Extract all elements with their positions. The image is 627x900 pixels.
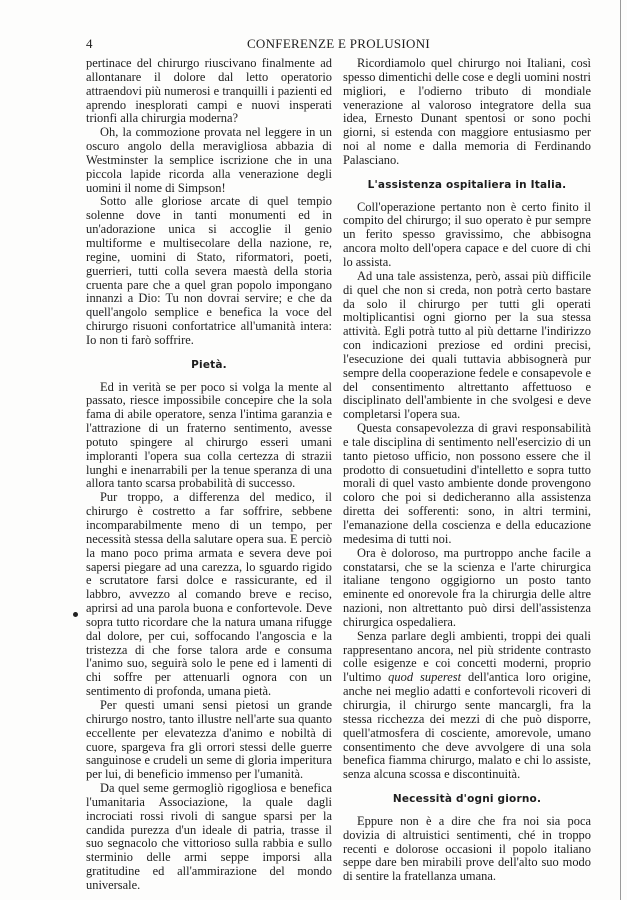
running-title: CONFERENZE E PROLUSIONI [246,36,431,51]
paragraph: Sotto alle gloriose arcate di quel tempio solenne dove in tanti monumenti ed in un'adorazione unica si accoglie il genio multiforme e multisecolare della nazione, re, regine, uomini di Stato, riformatori, poeti, guerrieri, tutti colla severa maestà della storia cruenta pare che a quel gran popolo impongano innanzi a Dio: Tu non dovrai servire; e che da quell'angolo semplice e benefica la voce del chirurgo risuoni confortatrice all'umanità intera: Io non ti farò soffrire. [86,194,332,347]
section-heading-pieta: Pietà. [191,358,227,371]
page-edge-line [620,0,621,900]
paragraph: Ed in verità se per poco si volga la mente al passato, riesce impossibile concepire che la sola fama di abile operatore, senza l'intima garanzia e l'attrazione di un fraterno sentimento, avesse potuto spingere al chirurgo esseri umani imploranti l'opera sua colla certezza di strazii lunghi e inenarrabili per la tenue speranza di una allora tanto scarsa probabilità di successo. [86,379,332,491]
paragraph: Ad una tale assistenza, però, assai più difficile di quel che non si creda, non potrà certo bastare da solo il chirurgo per tutti gli operati moltiplicantisi ogni giorno per la sua stessa attività. Egli potrà tutto al più dettarne l'indirizzo con indicazioni preziose ed ordini precisi, l'esecuzione dei quali tuttavia abbisognerà pur sempre della cooperazione fedele e consapevole e del consentimento altrettanto affettuoso e disciplinato dell'ambiente in che svolgesi e deve completarsi l'opera sua. [343,268,591,422]
paragraph: Da quel seme germogliò rigogliosa e benefica l'umanitaria Associazione, la quale dagli incrociati rossi rivoli di sangue sparsi per la candida purezza d'un ideale di patria, trasse il suo segnacolo che vittorioso sulla rabbia e sullo sterminio delle armi seppe imporsi alla gratitudine ed all'ammirazione del mondo universale. [86,781,332,892]
right-column [343,57,591,884]
paragraph: Per questi umani sensi pietosi un grande chirurgo nostro, tanto illustre nell'arte sua quanto eccellente per elevatezza d'animo e nobiltà di cuore, spargeva fra gli orrori stessi delle guerre sanguinose e crudeli un seme di gloria imperitura per lui, di beneficio immenso per l'umanità. [86,697,332,782]
italic-phrase: quod superest [388,670,462,685]
paragraph: Oh, la commozione provata nel leggere in un oscuro angolo della meravigliosa abbazia di Westminster la semplice iscrizione che in una piccola lapide ricorda alla venerazione degli uomini il nome di Simpson! [86,125,332,195]
paragraph: Ora è doloroso, ma purtroppo anche facile a constatarsi, che se la scienza e l'arte chirurgica italiane tengono oggigiorno un posto tanto eminente ed onorevole fra la chirurgia delle altre nazioni, non altrettanto può dirsi dell'assistenza chirurgica ospedaliera. [343,545,591,629]
paragraph [343,630,591,782]
paragraph: Ricordiamolo quel chirurgo noi Italiani, così spesso dimentichi delle cose e degli uomini nostri migliori, e l'odierno tributo di mondiale venerazione al valoroso integratore della sua idea, Ernesto Dunant spentosi or sono pochi giorni, si estenda con maggiore entusiasmo per noi al nome e dalla memoria di Ferdinando Palasciano. [343,56,591,167]
ink-spot-mark [73,612,78,617]
paragraph: Pur troppo, a differenza del medico, il chirurgo è costretto a far soffrire, sebbene incomparabilmente meno di un tempo, per necessità stessa della salutare opera sua. E perciò la mano poco prima armata e severa deve poi sapersi piegare ad una carezza, lo sguardo rigido e scrutatore farsi dolce e rassicurante, ed il labbro, avvezzo al comando breve e reciso, aprirsi ad una parola buona e confortevole. Deve sopra tutto ricordare che la natura umana rifugge dal dolore, per cui, soffocando l'angoscia e la tristezza di che forse talora arde e consuma l'animo suo, seguirà solo le pene ed i lamenti di chi soffre per attenuarli ognora con un sentimento di profonda, umana pietà. [86,490,332,699]
text-run: dell'antica loro origine, anche nei meglio adatti e confortevoli ricoveri di chirurgia, il chirurgo sente mancargli, fra la stessa ricchezza dei mezzi di che può disporre, quell'atmosfera di cosciente, amorevole, umano consentimento che deve avvolgere di una sola benefica fiamma chirurgo, malato e chi lo assiste, senza alcuna scossa e discontinuità. [343,670,591,782]
section-heading-necessita: Necessità d'ogni giorno. [392,793,542,806]
left-column [86,57,332,893]
paragraph: Coll'operazione pertanto non è certo finito il compito del chirurgo; il suo operato è pur sempre un ferito spesso gravissimo, che abbisogna ancora molto dell'opera capace e del cuore di chi lo assista. [343,199,591,269]
paragraph: Eppure non è a dire che fra noi sia poca dovizia di altruistici sentimenti, ché in troppo recenti e dolorose occasioni il popolo italiano seppe dare ben mirabili prove dell'alto suo modo di sentire la fratellanza umana. [343,813,591,884]
paragraph: pertinace del chirurgo riuscivano finalmente ad allontanare il dolore dal letto operatorio attraendovi più numerosi e tranquilli i pazienti ed aprendo inesplorati campi e nuovi insperati trionfi alla chirurgia moderna? [86,56,332,126]
page-header [86,36,591,52]
paragraph: Questa consapevolezza di gravi responsabilità e tale disciplina di sentimento nell'esercizio di un tanto pietoso ufficio, non possono essere che il prodotto di consuetudini d'intelletto e sopra tutto morali di quel vasto ambiente donde provengono coloro che poi si dedicheranno alla assistenza diretta dei sofferenti: sono, in altri termini, l'emanazione della coscienza e della educazione medesima di tutti noi. [343,421,591,546]
section-heading-assistenza: L'assistenza ospitaliera in Italia. [367,178,567,191]
page-number: 4 [86,36,93,51]
text-run: Senza parlare degli ambienti, troppi dei quali rappresentano ancora, nel più stridente contrasto colle esigenze e coi concetti moderni, proprio l'ultimo [343,628,591,685]
